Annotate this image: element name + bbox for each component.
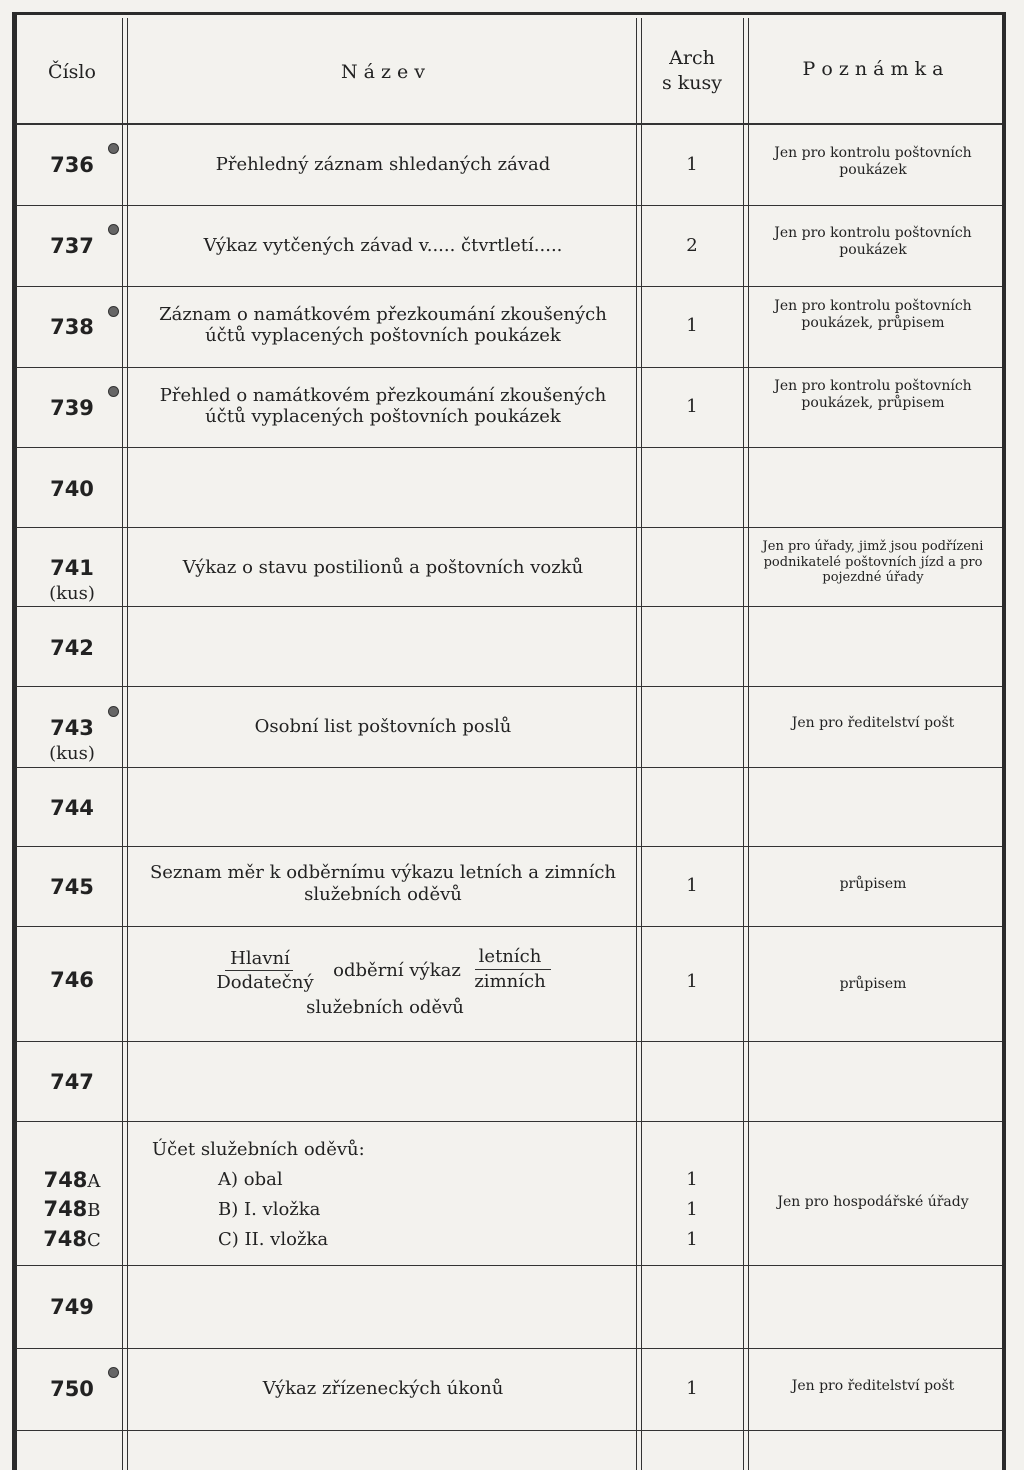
row-number	[24, 1197, 120, 1221]
item-qty: 1	[686, 1199, 698, 1220]
row-note: Jen pro úřady, jimž jsou podřízeni podnikatelé poštovních jízd a pro pojezdné úřady	[762, 539, 984, 586]
row-rule	[16, 1041, 1002, 1042]
header-nazev: N á z e v	[340, 61, 426, 83]
row-rule	[16, 1348, 1002, 1349]
fraction-left-bottom: Dodatečný	[216, 972, 314, 993]
row-rule	[16, 606, 1002, 607]
circle-mark-icon	[108, 386, 119, 397]
row-number	[24, 1227, 120, 1251]
row-unit: (kus)	[49, 743, 95, 764]
row-name: Výkaz vytčených závad v..... čtvrtletí.....	[203, 235, 563, 256]
circle-mark-icon	[108, 224, 119, 235]
row-number: 739	[50, 396, 94, 420]
header-kusy: s kusy	[661, 72, 723, 94]
row-qty: 1	[686, 971, 698, 992]
fraction-right-line	[475, 969, 551, 970]
item-qty: 1	[686, 1169, 698, 1190]
item-label: A) obal	[218, 1169, 283, 1190]
row-qty: 1	[686, 1378, 698, 1399]
row-name: Osobní list poštovních poslů	[254, 716, 512, 737]
row-qty: 2	[686, 235, 698, 256]
row-note: Jen pro kontrolu poštovních poukázek	[774, 225, 972, 258]
row-rule	[16, 1265, 1002, 1266]
row-rule	[16, 686, 1002, 687]
row-name-line1: Záznam o namátkovém přezkoumání zkoušených	[159, 304, 607, 325]
col-rule	[127, 18, 128, 1470]
row-number: 736	[50, 153, 94, 177]
left-border	[12, 12, 17, 1470]
row-number-suffix: A	[87, 1171, 101, 1192]
row-name-line2: účtů vyplacených poštovních poukázek	[205, 406, 561, 427]
row-number: 737	[50, 234, 94, 258]
header-poznamka: P o z n á m k a	[802, 58, 944, 80]
row-number-value: 748	[43, 1227, 88, 1251]
row-rule	[16, 286, 1002, 287]
row-number: 743	[50, 716, 94, 740]
row-name-line2: účtů vyplacených poštovních poukázek	[205, 325, 561, 346]
row-name-line1: Přehled o namátkovém přezkoumání zkoušených	[159, 385, 607, 406]
row-rule	[16, 1430, 1002, 1431]
circle-mark-icon	[108, 706, 119, 717]
item-label: B) I. vložka	[218, 1199, 321, 1220]
circle-mark-icon	[108, 143, 119, 154]
fraction-right-top: letních	[478, 946, 542, 967]
header-rule	[16, 123, 1002, 125]
row-number-suffix: B	[87, 1200, 101, 1221]
row-number: 746	[50, 968, 94, 992]
row-rule	[16, 447, 1002, 448]
circle-mark-icon	[108, 1367, 119, 1378]
row-name: Přehledný záznam shledaných závad	[215, 154, 551, 175]
row-note: průpisem	[839, 876, 907, 892]
row-number: 744	[50, 796, 94, 820]
row-qty: 1	[686, 396, 698, 417]
row-note: Jen pro ředitelství pošt	[791, 1378, 955, 1394]
row-number-value: 748	[43, 1168, 88, 1192]
row-rule	[16, 767, 1002, 768]
row-rule	[16, 1121, 1002, 1122]
row-rule	[16, 527, 1002, 528]
row-note: průpisem	[839, 976, 907, 992]
row-rule	[16, 926, 1002, 927]
col-rule	[748, 18, 749, 1470]
row-qty: 1	[686, 315, 698, 336]
row-number-suffix: C	[87, 1230, 101, 1251]
item-qty: 1	[686, 1229, 698, 1250]
row-unit: (kus)	[49, 583, 95, 604]
fraction-middle: odběrní výkaz	[333, 960, 461, 981]
row-name-bottom: služebních oděvů	[306, 997, 464, 1018]
row-name: Výkaz zřízeneckých úkonů	[262, 1378, 504, 1399]
fraction-left-top: Hlavní	[230, 948, 290, 969]
row-name-line1: Seznam měr k odběrnímu výkazu letních a zimních	[149, 862, 617, 883]
row-note: Jen pro ředitelství pošt	[791, 715, 955, 731]
fraction-right-bottom: zimních	[474, 971, 546, 992]
row-number: 742	[50, 636, 94, 660]
row-number: 749	[50, 1295, 94, 1319]
item-label: C) II. vložka	[218, 1229, 329, 1250]
row-qty: 1	[686, 154, 698, 175]
header-arch: Arch	[669, 47, 715, 69]
top-border	[12, 12, 1006, 15]
row-note: Jen pro hospodářské úřady	[777, 1194, 969, 1210]
row-note: Jen pro kontrolu poštovních poukázek, průpisem	[774, 378, 972, 411]
row-rule	[16, 846, 1002, 847]
row-number: 741	[50, 556, 94, 580]
row-number-value: 748	[43, 1197, 88, 1221]
col-rule	[122, 18, 123, 1470]
row-note: Jen pro kontrolu poštovních poukázek, průpisem	[774, 298, 972, 331]
row-number: 747	[50, 1070, 94, 1094]
col-rule	[636, 18, 637, 1470]
row-name: Výkaz o stavu postilionů a poštovních vozků	[182, 557, 584, 578]
row-number: 738	[50, 315, 94, 339]
row-title: Účet služebních oděvů:	[152, 1139, 365, 1160]
row-number: 745	[50, 875, 94, 899]
row-number: 740	[50, 477, 94, 501]
row-note: Jen pro kontrolu poštovních poukázek	[774, 145, 972, 178]
row-number	[24, 1168, 120, 1192]
right-border	[1002, 12, 1006, 1470]
row-number: 750	[50, 1377, 94, 1401]
circle-mark-icon	[108, 306, 119, 317]
header-cislo: Číslo	[48, 61, 96, 83]
row-rule	[16, 367, 1002, 368]
row-qty: 1	[686, 875, 698, 896]
row-name-line2: služebních oděvů	[304, 884, 462, 905]
fraction-left-line	[225, 970, 293, 971]
row-rule	[16, 205, 1002, 206]
